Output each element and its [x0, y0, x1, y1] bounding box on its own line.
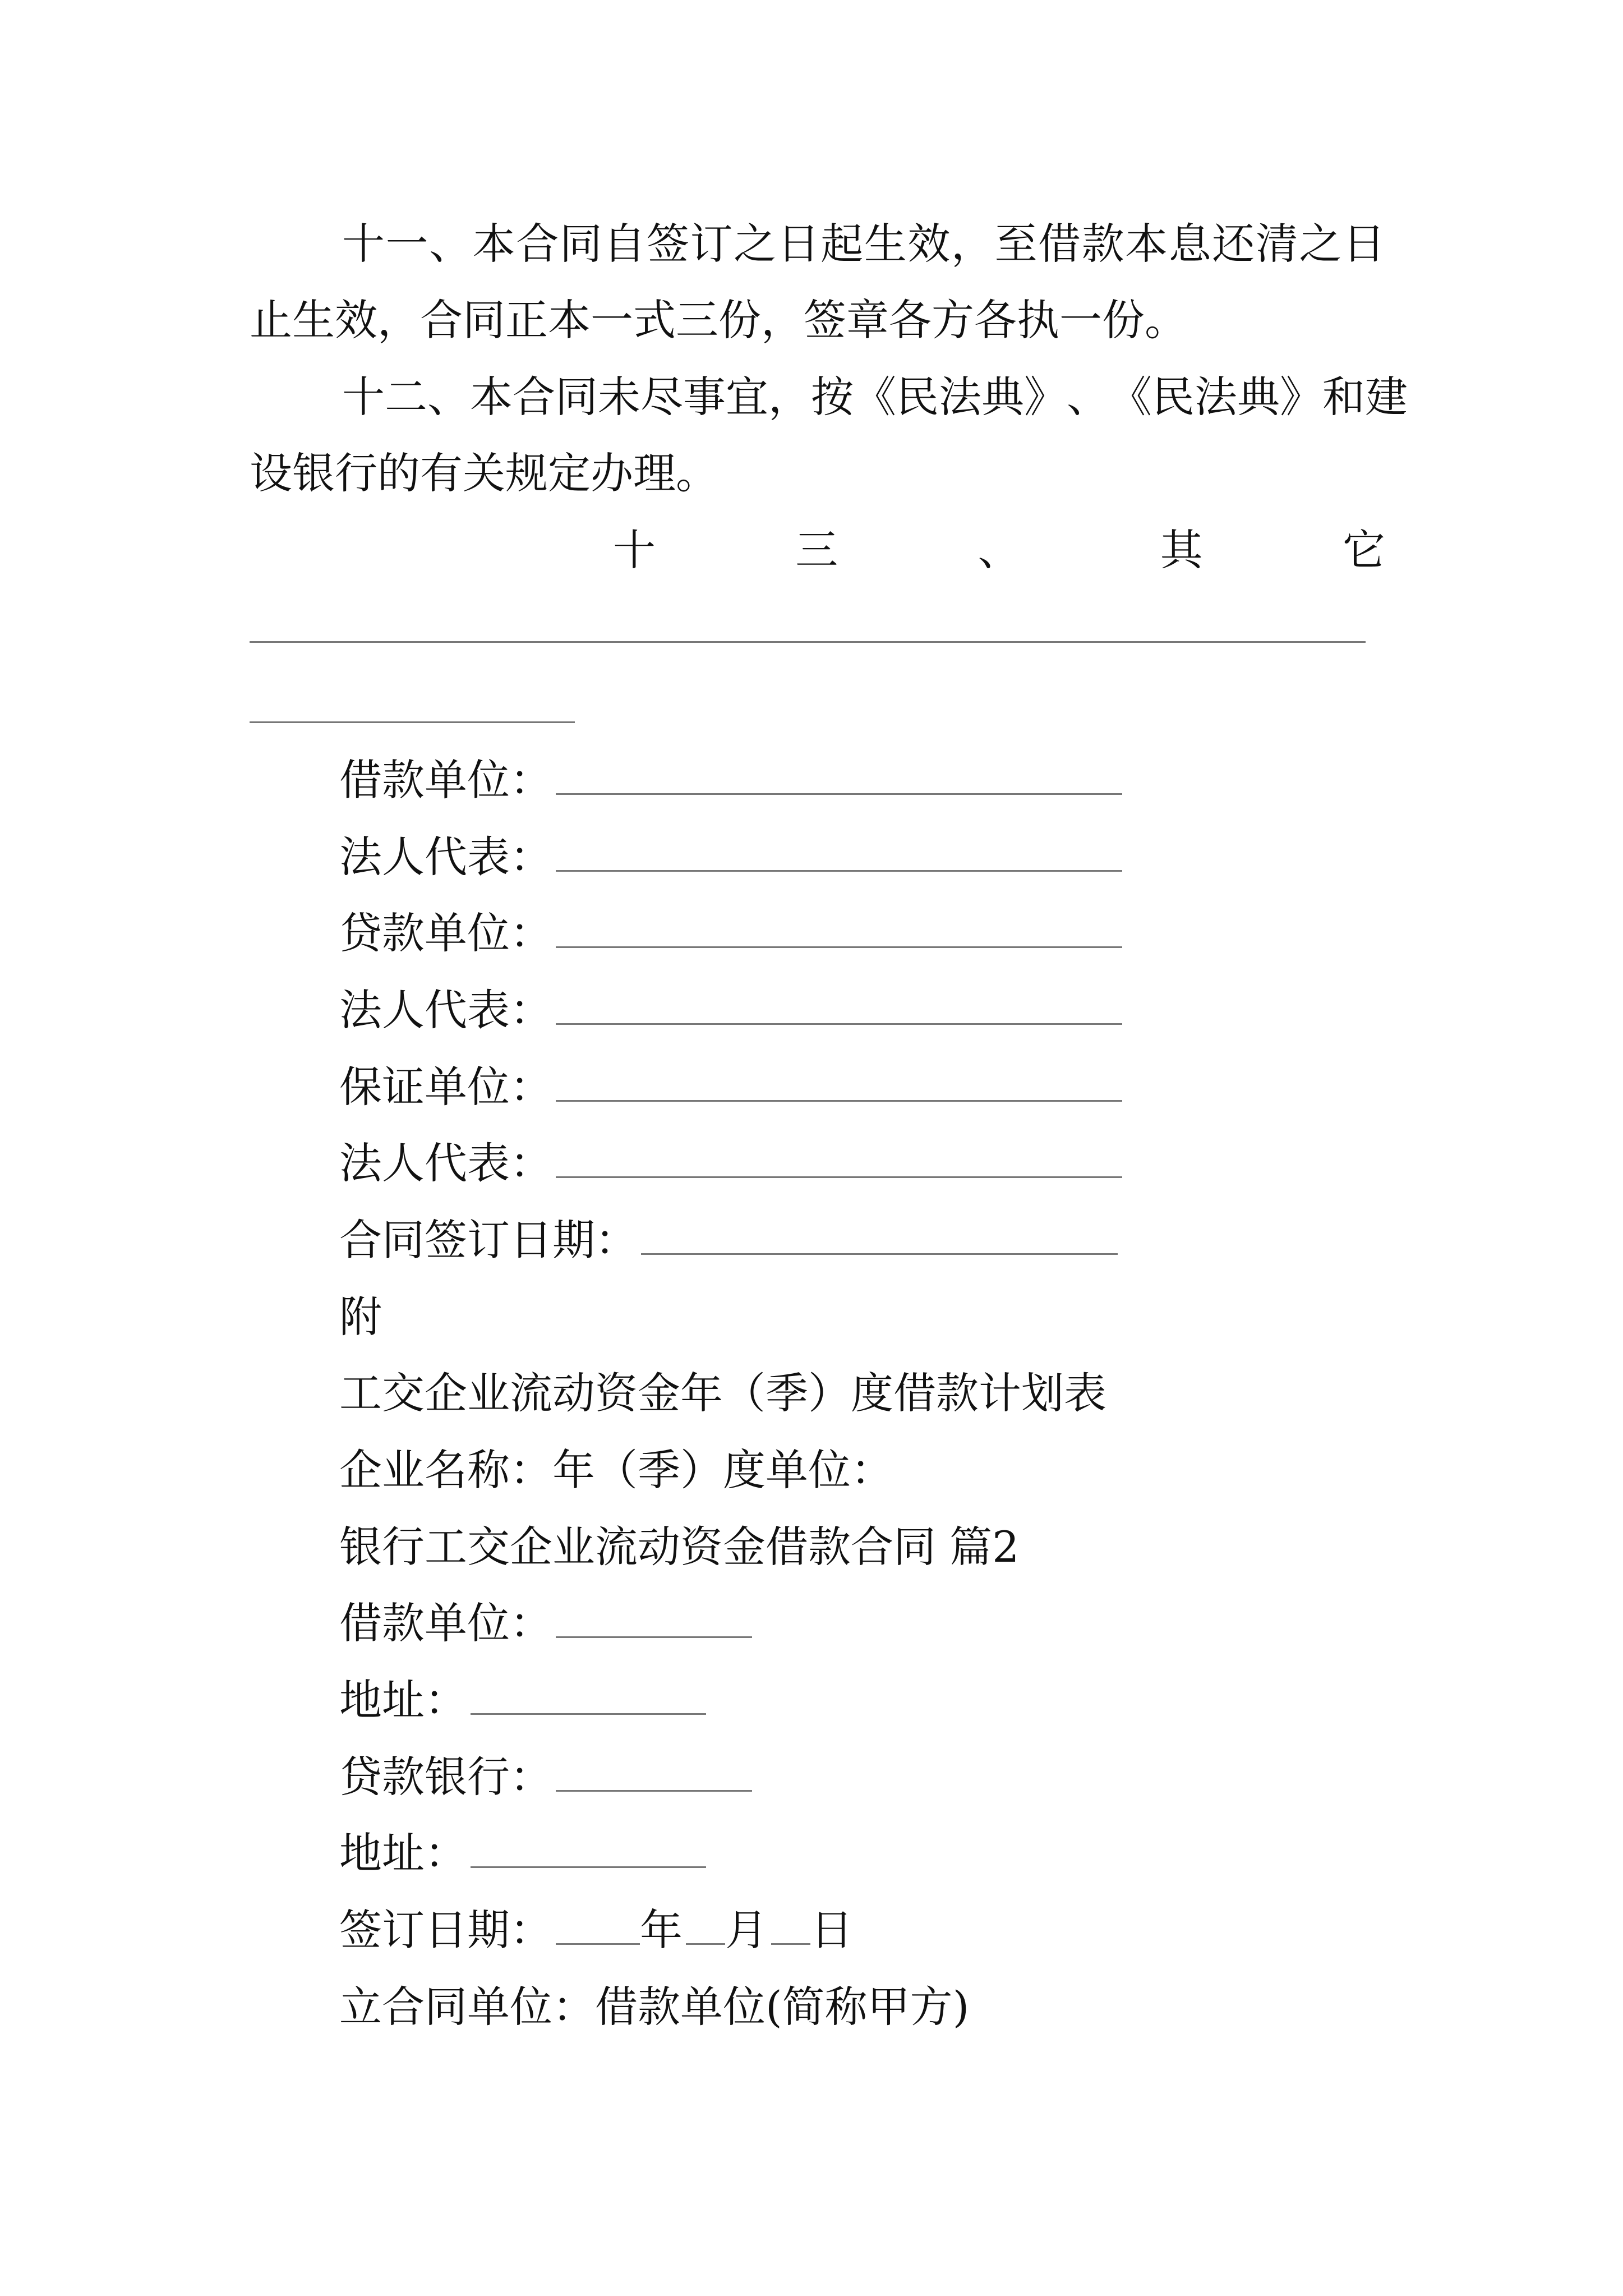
borrower-label: 借款单位： [339, 755, 552, 805]
c12-l1-char: 典 [1237, 372, 1280, 422]
guarantor-field [339, 1062, 1122, 1112]
c2-lender-address-field [339, 1828, 706, 1878]
c2-borrower-address-blank[interactable] [471, 1713, 706, 1715]
month-label: 月 [725, 1905, 768, 1955]
guarantor-rep-field [339, 1138, 1122, 1188]
c12-l1-char: 典 [981, 372, 1024, 422]
c2-sign-date-field [339, 1905, 853, 1955]
c11-l1-char: 本 [472, 219, 515, 269]
c11-l1-char: 合 [516, 219, 559, 269]
c11-l1-char: 至 [994, 219, 1038, 269]
c11-l1-char: 息 [1168, 219, 1211, 269]
c2-lender-address-blank[interactable] [471, 1866, 706, 1868]
c2-borrower-address-label: 地址： [339, 1675, 467, 1725]
c12-l1-char: 建 [1365, 372, 1408, 422]
c12-l1-char: 》 [1024, 372, 1067, 422]
c2-lender-bank-field [339, 1752, 752, 1802]
sign-date-label: 合同签订日期： [339, 1215, 638, 1265]
c13-char: 三 [795, 525, 838, 575]
c12-l1-char: 》 [1280, 372, 1322, 422]
c2-lender-bank-blank[interactable] [556, 1790, 752, 1792]
other-terms-blank-line-2 [250, 721, 575, 723]
c11-l1-char: 一 [385, 219, 428, 269]
c12-l1-char: ， [768, 372, 811, 422]
borrower-field [339, 755, 1122, 805]
c12-l1-char: 法 [939, 372, 981, 422]
c2-date-label: 签订日期： [339, 1905, 552, 1955]
guarantor-rep-blank[interactable] [556, 1176, 1122, 1178]
c11-l1-char: 还 [1212, 219, 1255, 269]
c12-l1-char: 未 [598, 372, 640, 422]
c11-l1-char: 清 [1255, 219, 1298, 269]
contract-parties-line: 立合同单位：借款单位(简称甲方) [339, 1982, 970, 2032]
c2-borrower-blank[interactable] [556, 1636, 752, 1638]
c11-l1-char: 借 [1038, 219, 1081, 269]
c12-l1-char: 民 [1152, 372, 1195, 422]
c12-l1-char: 本 [470, 372, 513, 422]
lender-rep-field [339, 985, 1122, 1035]
c2-borrower-field [339, 1598, 752, 1648]
c11-l1-char: ， [951, 219, 994, 269]
guarantor-blank[interactable] [556, 1100, 1122, 1102]
c11-l1-char: 签 [646, 219, 689, 269]
other-terms-blank-line-1 [250, 641, 1366, 643]
guarantor-label: 保证单位： [339, 1062, 552, 1112]
clause-12-line-1 [342, 372, 1408, 422]
clause-11-line-2: 止生效，合同正本一式三份，签章各方各执一份。 [250, 295, 1187, 345]
day-label: 日 [810, 1905, 853, 1955]
c12-l1-char: 民 [896, 372, 939, 422]
c11-l1-char: 十 [342, 219, 385, 269]
c11-l1-char: 自 [603, 219, 646, 269]
c11-l1-char: 之 [1299, 219, 1342, 269]
month-blank[interactable] [686, 1943, 725, 1945]
c11-l1-char: 之 [734, 219, 777, 269]
c12-l1-char: 合 [513, 372, 555, 422]
lender-rep-blank[interactable] [556, 1023, 1122, 1025]
sign-date-blank[interactable] [641, 1253, 1118, 1255]
borrower-rep-blank[interactable] [556, 870, 1122, 872]
c2-borrower-label: 借款单位： [339, 1598, 552, 1648]
attachment-label: 附 [339, 1292, 382, 1342]
c12-l1-char: 《 [854, 372, 896, 422]
company-name-line: 企业名称：年（季）度单位： [339, 1445, 893, 1495]
c13-char: 十 [613, 525, 656, 575]
c12-l1-char: 、 [427, 372, 470, 422]
c13-char: 它 [1343, 525, 1385, 575]
c12-l1-char: 二 [385, 372, 427, 422]
year-label: 年 [640, 1905, 683, 1955]
c11-l1-char: 订 [690, 219, 733, 269]
c12-l1-char: 和 [1322, 372, 1365, 422]
c11-l1-char: 起 [820, 219, 864, 269]
lender-blank[interactable] [556, 946, 1122, 948]
c12-l1-char: 十 [342, 372, 385, 422]
guarantor-rep-label: 法人代表： [339, 1138, 552, 1188]
c12-l1-char: 法 [1195, 372, 1237, 422]
c12-l1-char: 《 [1109, 372, 1152, 422]
c12-l1-char: 、 [1067, 372, 1109, 422]
c2-lender-address-label: 地址： [339, 1828, 467, 1878]
contract-2-title: 银行工交企业流动资金借款合同 篇2 [339, 1522, 1020, 1572]
borrower-rep-field [339, 832, 1122, 882]
c2-borrower-address-field [339, 1675, 706, 1725]
c11-l1-char: 本 [1125, 219, 1168, 269]
c11-l1-char: 同 [559, 219, 602, 269]
c13-char: 其 [1160, 525, 1203, 575]
lender-label: 贷款单位： [339, 908, 552, 958]
c12-l1-char: 事 [683, 372, 726, 422]
borrower-blank[interactable] [556, 793, 1122, 795]
c12-l1-char: 同 [555, 372, 598, 422]
c11-l1-char: 生 [864, 219, 907, 269]
c13-char: 、 [978, 525, 1021, 575]
c12-l1-char: 按 [811, 372, 854, 422]
sign-date-field [339, 1215, 1118, 1265]
lender-rep-label: 法人代表： [339, 985, 552, 1035]
plan-table-title: 工交企业流动资金年（季）度借款计划表 [339, 1368, 1106, 1418]
c11-l1-char: 效 [907, 219, 951, 269]
c11-l1-char: 、 [429, 219, 472, 269]
lender-field [339, 908, 1122, 958]
c11-l1-char: 日 [777, 219, 820, 269]
c11-l1-char: 款 [1081, 219, 1124, 269]
year-blank[interactable] [556, 1943, 640, 1945]
c11-l1-char: 日 [1342, 219, 1385, 269]
c12-l1-char: 尽 [640, 372, 683, 422]
c2-lender-bank-label: 贷款银行： [339, 1752, 552, 1802]
borrower-rep-label: 法人代表： [339, 832, 552, 882]
day-blank[interactable] [771, 1943, 810, 1945]
clause-13-heading [613, 525, 1385, 575]
c12-l1-char: 宜 [726, 372, 768, 422]
clause-11-line-1 [342, 219, 1385, 269]
clause-12-line-2: 设银行的有关规定办理。 [250, 448, 718, 498]
